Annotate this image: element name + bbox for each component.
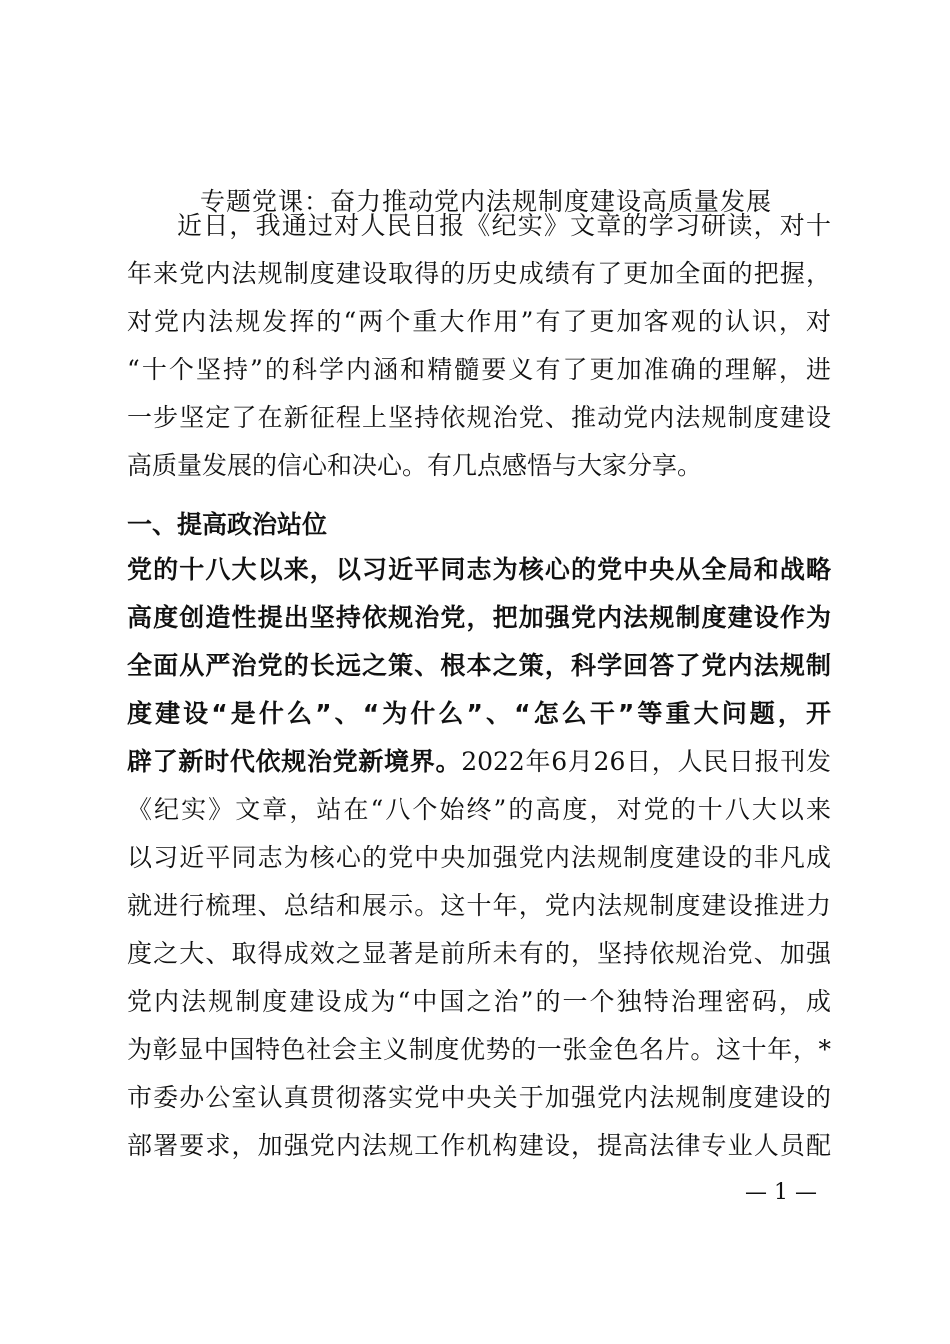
body-line: 党内法规制度建设成为“中国之治”的一个独特治理密码，成 (127, 987, 831, 1016)
page-number: — 1 — (745, 1180, 817, 1205)
body-line: 市委办公室认真贯彻落实党中央关于加强党内法规制度建设的 (127, 1083, 831, 1112)
intro-line: “十个坚持”的科学内涵和精髓要义有了更加准确的理解，进 (127, 355, 831, 384)
section-paragraph (127, 546, 831, 1170)
body-line: 以习近平同志为核心的党中央加强党内法规制度建设的非凡成 (127, 843, 831, 872)
document-title: 专题党课：奋力推动党内法规制度建设高质量发展 (200, 187, 773, 216)
body-line: 就进行梳理、总结和展示。这十年，党内法规制度建设推进力 (127, 891, 831, 920)
bold-line: 度建设“是什么”、“为什么”、“怎么干”等重大问题，开 (127, 699, 831, 728)
mixed-line-normal: 2022年6月26日，人民日报刊发 (461, 747, 831, 776)
body-line: 部署要求，加强党内法规工作机构建设，提高法律专业人员配 (127, 1131, 831, 1160)
mixed-line-bold: 辟了新时代依规治党新境界。 (127, 747, 462, 776)
body-line: 度之大、取得成效之显著是前所未有的，坚持依规治党、加强 (127, 939, 831, 968)
intro-line: 年来党内法规制度建设取得的历史成绩有了更加全面的把握， (127, 259, 831, 288)
intro-line: 高质量发展的信心和决心。有几点感悟与大家分享。 (127, 451, 703, 480)
section-heading: 一、提高政治站位 (127, 510, 328, 539)
bold-line: 全面从严治党的长远之策、根本之策，科学回答了党内法规制 (127, 651, 831, 680)
intro-line: 近日，我通过对人民日报《纪实》文章的学习研读，对十 (177, 211, 831, 240)
mixed-line (127, 738, 831, 786)
intro-line: 对党内法规发挥的“两个重大作用”有了更加客观的认识，对 (127, 307, 831, 336)
intro-line: 一步坚定了在新征程上坚持依规治党、推动党内法规制度建设 (127, 403, 831, 432)
body-line: 《纪实》文章，站在“八个始终”的高度，对党的十八大以来 (127, 795, 831, 824)
intro-paragraph (127, 202, 831, 490)
bold-line: 党的十八大以来，以习近平同志为核心的党中央从全局和战略 (127, 555, 831, 584)
body-line: 为彰显中国特色社会主义制度优势的一张金色名片。这十年，* (127, 1035, 831, 1064)
bold-line: 高度创造性提出坚持依规治党，把加强党内法规制度建设作为 (127, 603, 831, 632)
